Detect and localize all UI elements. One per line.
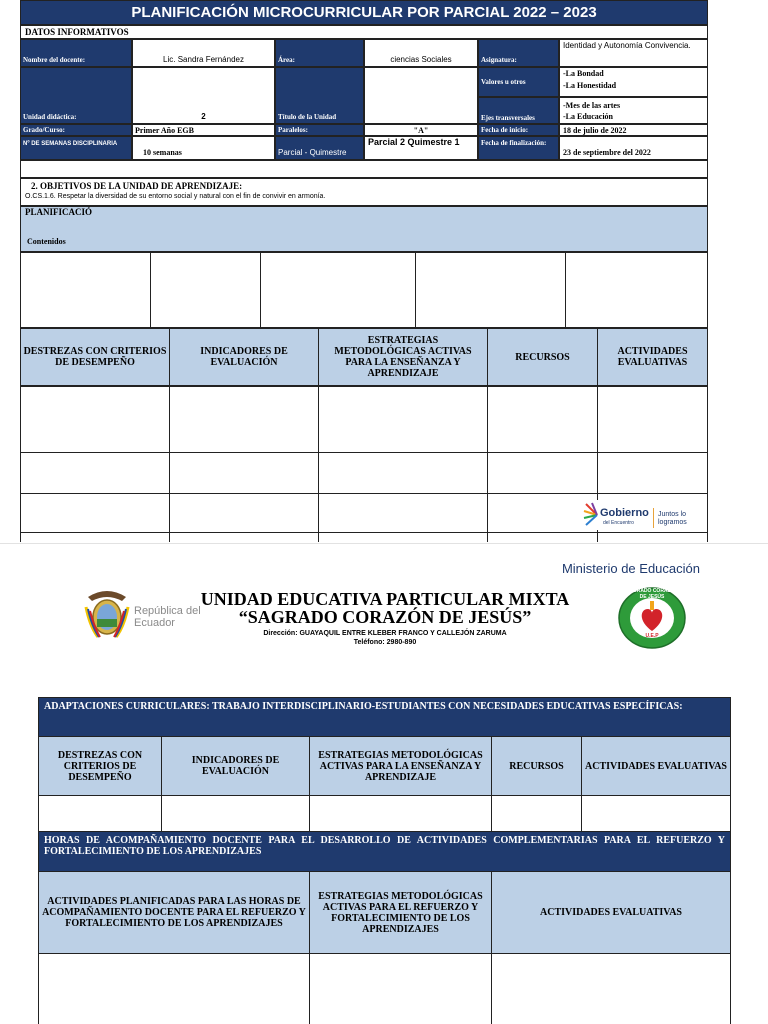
table-cell: [161, 795, 310, 832]
seal-text: SAGRADO CORAZÓN DE JESÚS: [625, 588, 679, 600]
table-cell: [309, 953, 492, 1024]
school-seal: [618, 587, 686, 649]
label-area: Área:: [275, 39, 364, 67]
column-header: RECURSOS: [487, 328, 598, 386]
label-unidad: Unidad didáctica:: [20, 67, 132, 124]
value-parcial: Parcial 2 Quimestre 1: [364, 136, 478, 160]
table-cell: [318, 386, 488, 453]
value-fecha-inicio: 18 de julio de 2022: [559, 124, 708, 136]
seal-sub: U.E.P: [645, 633, 659, 639]
table-cell: [581, 795, 731, 832]
value-valores: [559, 67, 708, 97]
table-cell: [20, 386, 170, 453]
table-cell: [597, 386, 708, 453]
table-cell: [487, 493, 598, 533]
label-asignatura: Asignatura:: [478, 39, 559, 67]
horas-column-header: ESTRATEGIAS METODOLÓGICAS ACTIVAS PARA EL REFUERZO Y FORTALECIMIENTO DE LOS APRENDIZAJES: [309, 871, 492, 954]
horas-column-header: ACTIVIDADES EVALUATIVAS: [491, 871, 731, 954]
table-cell: [487, 452, 598, 494]
objetivos-text: O.CS.1.6. Respetar la diversidad de su entorno social y natural con el fin de convivir en armonía.: [25, 193, 326, 200]
contenido-cell: [415, 252, 566, 328]
column-header: ESTRATEGIAS METODOLÓGICAS ACTIVAS PARA LA ENSEÑANZA Y APRENDIZAJE: [318, 328, 488, 386]
column-header: ACTIVIDADES EVALUATIVAS: [597, 328, 708, 386]
value-unidad: 2: [132, 67, 275, 124]
value-area: ciencias Sociales: [364, 39, 478, 67]
valor-item: -La Honestidad: [563, 81, 617, 90]
school-name: UNIDAD EDUCATIVA PARTICULAR MIXTA: [200, 588, 570, 609]
valor-item: -La Bondad: [563, 69, 604, 78]
label-titulo-unidad: Título de la Unidad: [275, 67, 364, 124]
contenido-cell: [260, 252, 416, 328]
table-cell: [20, 493, 170, 533]
value-docente: Lic. Sandra Fernández: [132, 39, 275, 67]
table-cell: [20, 452, 170, 494]
gobierno-divider: [653, 508, 654, 528]
gobierno-logo: [583, 500, 705, 530]
objetivos-section: [20, 178, 708, 206]
value-grado: Primer Año EGB: [132, 124, 275, 136]
row-stub: [20, 532, 21, 542]
label-fecha-fin: Fecha de finalización:: [478, 136, 559, 160]
label-valores: Valores u otros: [478, 67, 559, 97]
label-grado: Grado/Curso:: [20, 124, 132, 136]
table-cell: [487, 386, 598, 453]
coat-of-arms-icon: [84, 587, 130, 643]
row-stub: [707, 532, 708, 542]
table-cell: [491, 795, 582, 832]
gobierno-burst-icon: [583, 502, 599, 528]
table-cell: [38, 795, 162, 832]
row-stub: [169, 532, 170, 542]
horas-banner: HORAS DE ACOMPAÑAMIENTO DOCENTE PARA EL DESARROLLO DE ACTIVIDADES COMPLEMENTARIAS PARA EL REFUERZO Y FORTALECIMIENTO DE LOS APRENDIZAJES: [38, 831, 731, 872]
document-title: PLANIFICACIÓN MICROCURRICULAR POR PARCIAL 2022 – 2023: [20, 0, 708, 25]
gobierno-slogan: Juntos lo logramos: [658, 511, 687, 526]
contenido-cell: [20, 252, 151, 328]
adaptaciones-banner: ADAPTACIONES CURRICULARES: TRABAJO INTERDISCIPLINARIO-ESTUDIANTES CON NECESIDADES EDUCATIVAS ESPECÍFICAS:: [38, 697, 731, 737]
label-ejes: Ejes transversales: [478, 97, 559, 124]
column-header: ESTRATEGIAS METODOLÓGICAS ACTIVAS PARA LA ENSEÑANZA Y APRENDIZAJE: [309, 736, 492, 796]
column-header: DESTREZAS CON CRITERIOS DE DESEMPEÑO: [20, 328, 170, 386]
table-cell: [491, 953, 731, 1024]
value-semanas: 10 semanas: [132, 136, 275, 160]
school-phone: Teléfono: 2980-890: [353, 639, 417, 646]
value-fecha-fin: 23 de septiembre del 2022: [559, 136, 708, 160]
contenido-cell: [565, 252, 708, 328]
label-paralelos: Paralelos:: [275, 124, 364, 136]
column-header: DESTREZAS CON CRITERIOS DE DESEMPEÑO: [38, 736, 162, 796]
planificacion-label: PLANIFICACIÓ: [25, 207, 93, 217]
value-titulo-unidad: [364, 67, 478, 124]
contenido-cell: [150, 252, 261, 328]
table-cell: [169, 493, 319, 533]
label-parcial: Parcial - Quimestre: [275, 136, 364, 160]
horas-column-header: ACTIVIDADES PLANIFICADAS PARA LAS HORAS DE ACOMPAÑAMIENTO DOCENTE PARA EL REFUERZO Y FORTALECIMIENTO DE LOS APRENDIZAJES: [38, 871, 310, 954]
planificacion-section: [20, 206, 708, 252]
contenidos-label: Contenidos: [27, 237, 66, 246]
spacer-row: [20, 160, 708, 178]
table-cell: [38, 953, 310, 1024]
gobierno-sub: del Encuentro: [603, 520, 634, 526]
column-header: INDICADORES DE EVALUACIÓN: [161, 736, 310, 796]
ministerio-label: Ministerio de Educación: [561, 561, 700, 576]
republica-label: República del Ecuador: [134, 605, 201, 629]
table-cell: [597, 452, 708, 494]
school-name-2: “SAGRADO CORAZÓN DE JESÚS”: [238, 606, 532, 627]
table-cell: [318, 452, 488, 494]
row-stub: [597, 532, 598, 542]
datos-informativos-header: DATOS INFORMATIVOS: [20, 25, 708, 39]
value-asignatura: Identidad y Autonomía Convivencia.: [559, 39, 708, 67]
value-paralelo: "A": [364, 124, 478, 136]
objetivos-title: 2. OBJETIVOS DE LA UNIDAD DE APRENDIZAJE:: [31, 181, 243, 191]
label-fecha-inicio: Fecha de inicio:: [478, 124, 559, 136]
column-header: ACTIVIDADES EVALUATIVAS: [581, 736, 731, 796]
school-address: Dirección: GUAYAQUIL ENTRE KLEBER FRANCO Y CALLEJÓN ZARUMA: [263, 630, 507, 637]
label-semanas: Nº DE SEMANAS DISCIPLINARIA: [20, 136, 132, 160]
table-cell: [169, 386, 319, 453]
page-separator: [0, 543, 768, 544]
label-docente: Nombre del docente:: [20, 39, 132, 67]
column-header: RECURSOS: [491, 736, 582, 796]
column-header: INDICADORES DE EVALUACIÓN: [169, 328, 319, 386]
eje-item: -La Educación: [563, 112, 614, 121]
gobierno-name: Gobierno: [600, 507, 649, 519]
row-stub: [318, 532, 319, 542]
eje-item: -Mes de las artes: [563, 101, 621, 110]
table-cell: [309, 795, 492, 832]
table-cell: [318, 493, 488, 533]
table-cell: [169, 452, 319, 494]
value-ejes: [559, 97, 708, 124]
row-stub: [487, 532, 488, 542]
